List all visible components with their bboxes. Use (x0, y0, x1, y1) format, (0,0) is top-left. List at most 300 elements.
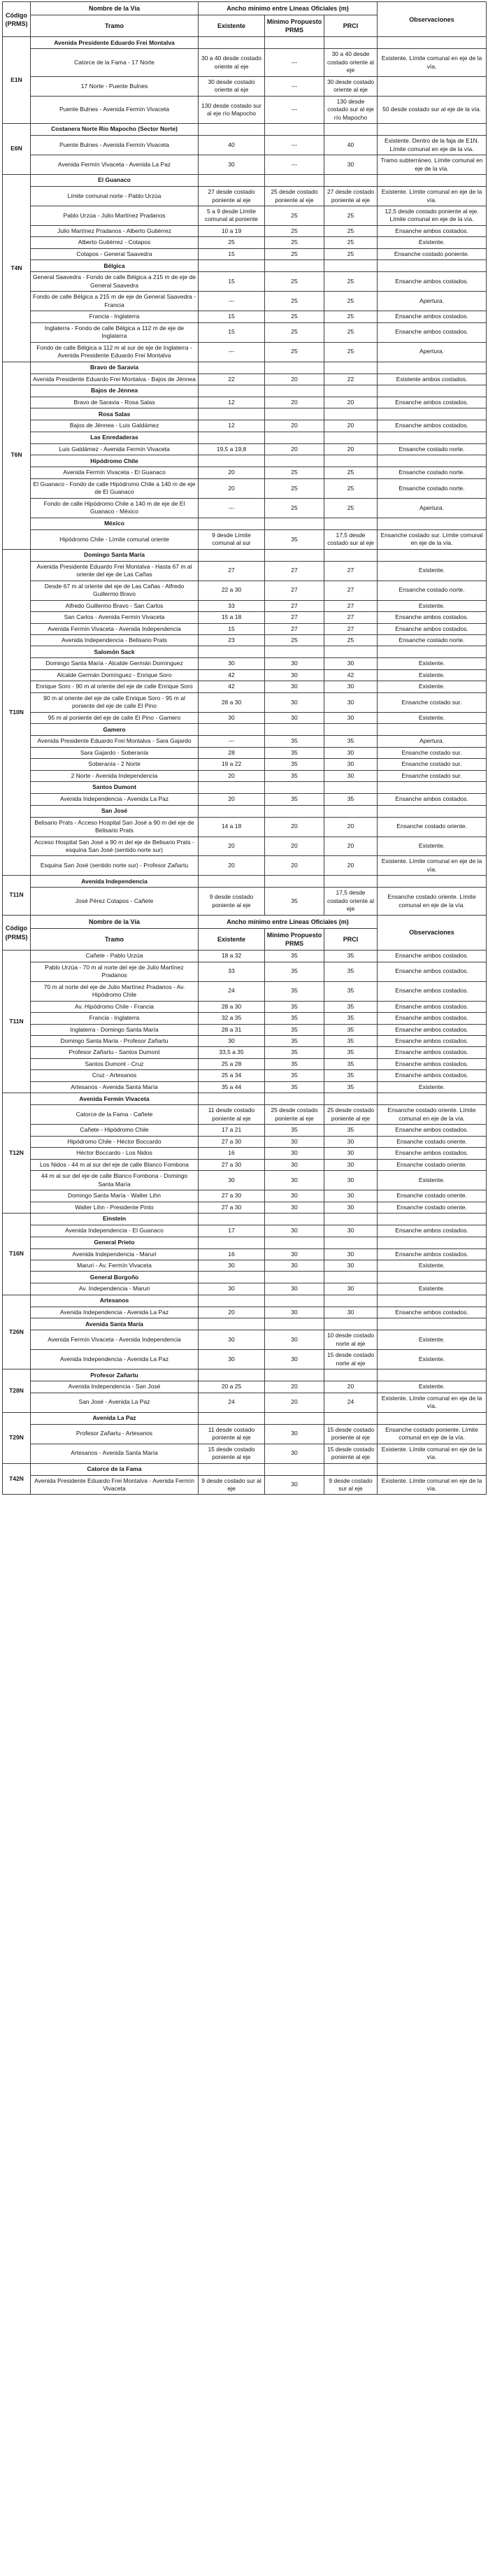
minimo-propuesto-cell: 30 (265, 1424, 324, 1444)
obs-cell: Existente. (378, 1283, 487, 1295)
obs-cell: Ensanche costado norte. (378, 634, 487, 646)
minimo-propuesto-cell: 30 (265, 1307, 324, 1318)
empty-cell (265, 124, 324, 136)
prci-cell: 22 (324, 373, 378, 385)
minimo-propuesto-cell: 30 (265, 1190, 324, 1202)
tramo-row (3, 981, 487, 1001)
existente-cell: 12 (199, 420, 265, 432)
table-header-row (3, 2, 487, 15)
existente-cell: 30 a 40 desde costado oriente al eje (199, 49, 265, 76)
tramo-row (3, 1330, 487, 1350)
tramo-cell: Héctor Boccardo - Los Nidos (31, 1148, 199, 1159)
tramo-cell: Profesor Zañartu - Santos Dumont (31, 1047, 199, 1058)
tramo-row (3, 623, 487, 634)
minimo-propuesto-cell: 30 (265, 681, 324, 692)
prci-cell: 20 (324, 397, 378, 408)
empty-cell (378, 1237, 487, 1248)
existente-cell: 22 a 30 (199, 581, 265, 600)
empty-cell (199, 782, 265, 794)
obs-cell: Ensanche ambos costados. (378, 1024, 487, 1035)
empty-cell (265, 362, 324, 373)
codigo-cell: T12N (3, 1093, 31, 1214)
obs-cell: Existente. (378, 600, 487, 611)
tramo-row (3, 1393, 487, 1412)
empty-cell (378, 1369, 487, 1381)
empty-cell (199, 385, 265, 397)
prci-cell: 35 (324, 981, 378, 1001)
obs-cell: Ensanche ambos costados. (378, 962, 487, 981)
existente-cell: 20 (199, 856, 265, 876)
prci-cell: 35 (324, 1013, 378, 1024)
existente-cell: 16 (199, 1148, 265, 1159)
prci-cell: 35 (324, 1001, 378, 1012)
minimo-propuesto-cell: 20 (265, 856, 324, 876)
tramo-row (3, 817, 487, 837)
prci-cell: 10 desde costado norte al eje (324, 1330, 378, 1350)
prci-cell: 20 (324, 856, 378, 876)
street-name-cell: Santos Dumont (31, 782, 199, 794)
minimo-propuesto-cell: 35 (265, 1024, 324, 1035)
prci-cell: 30 (324, 155, 378, 175)
minimo-propuesto-cell: --- (265, 155, 324, 175)
existente-cell: 28 a 30 (199, 1001, 265, 1012)
prci-cell: 30 (324, 747, 378, 758)
obs-cell: Ensanche ambos costados. (378, 1070, 487, 1081)
prci-cell: 30 (324, 1159, 378, 1170)
empty-cell (324, 1272, 378, 1283)
tramo-cell: 95 m al poniente del eje de calle El Pino - Gamero (31, 712, 199, 723)
empty-cell (199, 1272, 265, 1283)
minimo-propuesto-cell: 20 (265, 817, 324, 837)
empty-cell (265, 782, 324, 794)
tramo-cell: General Saavedra - Fondo de calle Bélgica a 215 m de eje de General Saavedra (31, 272, 199, 292)
prci-cell: 25 (324, 292, 378, 311)
header-minimo-propuesto: Mínimo Propuesto PRMS (265, 928, 324, 950)
empty-cell (265, 549, 324, 561)
tramo-cell: Avenida Independencia - Avenida La Paz (31, 1350, 199, 1369)
existente-cell: 27 (199, 561, 265, 581)
minimo-propuesto-cell: 35 (265, 1013, 324, 1024)
street-name-cell: Bélgica (31, 260, 199, 272)
empty-cell (265, 1463, 324, 1475)
empty-cell (378, 1214, 487, 1225)
prci-cell: 35 (324, 1024, 378, 1035)
prci-cell: 35 (324, 1058, 378, 1069)
street-name-cell: Catorce de la Fama (31, 1463, 199, 1475)
street-name-cell: Salomón Sack (31, 646, 199, 658)
empty-cell (199, 432, 265, 443)
tramo-row (3, 1475, 487, 1495)
obs-cell: Ensanche ambos costados. (378, 1013, 487, 1024)
tramo-cell: Avenida Independencia - Belisario Prats (31, 634, 199, 646)
tramo-cell: Maruri - Av. Fermín Vivaceta (31, 1260, 199, 1271)
empty-cell (265, 1272, 324, 1283)
existente-cell: 28 (199, 747, 265, 758)
empty-cell (324, 408, 378, 420)
existente-cell: 42 (199, 669, 265, 681)
tramo-row (3, 206, 487, 225)
obs-cell: Ensanche costado sur. (378, 759, 487, 770)
obs-cell: Ensanche costado norte. (378, 443, 487, 455)
street-name-cell: Gamero (31, 724, 199, 736)
existente-cell: 20 (199, 478, 265, 498)
header-codigo: Código (PRMS) (3, 915, 31, 950)
prci-cell: 40 (324, 136, 378, 155)
prci-cell: 35 (324, 1036, 378, 1047)
tramo-cell: Límite comunal norte - Pablo Urzúa (31, 187, 199, 206)
street-name-cell: Bajos de Jénnea (31, 385, 199, 397)
tramo-row (3, 1105, 487, 1125)
tramo-row (3, 1148, 487, 1159)
existente-cell: 30 (199, 712, 265, 723)
minimo-propuesto-cell: 25 (265, 272, 324, 292)
minimo-propuesto-cell: --- (265, 76, 324, 96)
street-name-cell: Domingo Santa María (31, 549, 199, 561)
empty-cell (324, 724, 378, 736)
prci-cell: 17,5 desde costado sur al eje (324, 529, 378, 549)
street-row (3, 1093, 487, 1105)
prci-cell: 27 (324, 612, 378, 623)
empty-cell (199, 455, 265, 467)
tramo-cell: Avenida Independencia - Maruri (31, 1248, 199, 1260)
tramo-row (3, 443, 487, 455)
tramo-cell: Puente Bulnes - Avenida Fermín Vivaceta (31, 136, 199, 155)
minimo-propuesto-cell: 30 (265, 1202, 324, 1213)
street-row (3, 646, 487, 658)
minimo-propuesto-cell: 30 (265, 1330, 324, 1350)
existente-cell: 18 a 32 (199, 951, 265, 962)
street-row (3, 260, 487, 272)
tramo-row (3, 612, 487, 623)
existente-cell: 33 (199, 962, 265, 981)
empty-cell (324, 1237, 378, 1248)
empty-cell (324, 1093, 378, 1105)
prci-cell: 25 (324, 322, 378, 342)
tramo-row (3, 794, 487, 805)
empty-cell (378, 549, 487, 561)
tramo-row (3, 292, 487, 311)
minimo-propuesto-cell: 35 (265, 770, 324, 781)
codigo-cell: T6N (3, 362, 31, 549)
obs-cell: Existente. (378, 681, 487, 692)
empty-cell (378, 1295, 487, 1307)
prci-cell: 20 (324, 1381, 378, 1393)
street-row (3, 782, 487, 794)
minimo-propuesto-cell: 30 (265, 1444, 324, 1463)
minimo-propuesto-cell: 30 (265, 1350, 324, 1369)
tramo-cell: Catorce de la Fama - Cañete (31, 1105, 199, 1125)
tramo-row (3, 856, 487, 876)
tramo-row (3, 770, 487, 781)
empty-cell (324, 455, 378, 467)
existente-cell: 25 (199, 237, 265, 248)
existente-cell: --- (199, 498, 265, 518)
tramo-row (3, 225, 487, 236)
street-name-cell: Avenida La Paz (31, 1412, 199, 1424)
minimo-propuesto-cell: 25 (265, 248, 324, 259)
street-row (3, 37, 487, 49)
empty-cell (324, 782, 378, 794)
tramo-cell: Desde 67 m al oriente del eje de Las Cañas - Alfredo Guillermo Bravo (31, 581, 199, 600)
obs-cell: Existente. (378, 837, 487, 856)
minimo-propuesto-cell: 35 (265, 1125, 324, 1136)
prci-cell: 30 (324, 1171, 378, 1190)
tramo-cell: Santos Dumont - Cruz (31, 1058, 199, 1069)
empty-cell (378, 646, 487, 658)
prci-cell: 30 (324, 770, 378, 781)
obs-cell: Ensanche ambos costados. (378, 981, 487, 1001)
existente-cell: 20 (199, 794, 265, 805)
codigo-cell: T11N (3, 876, 31, 915)
obs-cell: Ensanche ambos costados. (378, 397, 487, 408)
tramo-cell: Avenida Independencia - El Guanaco (31, 1225, 199, 1237)
existente-cell: 33 (199, 600, 265, 611)
prci-cell: 27 (324, 623, 378, 634)
prci-cell: 25 (324, 634, 378, 646)
minimo-propuesto-cell: 25 (265, 498, 324, 518)
minimo-propuesto-cell: 35 (265, 794, 324, 805)
street-name-cell: México (31, 518, 199, 529)
tramo-cell: Luis Galdámez - Avenida Fermín Vivaceta (31, 443, 199, 455)
minimo-propuesto-cell: 27 (265, 612, 324, 623)
street-name-cell: Bravo de Saravia (31, 362, 199, 373)
empty-cell (265, 1369, 324, 1381)
tramo-row (3, 962, 487, 981)
prci-cell: 30 desde costado oriente al eje (324, 76, 378, 96)
minimo-propuesto-cell: 25 (265, 206, 324, 225)
minimo-propuesto-cell: 27 (265, 623, 324, 634)
tramo-cell: Avenida Presidente Eduardo Frei Montalva - Hasta 67 m al oriente del eje de Las Cañas (31, 561, 199, 581)
tramo-row (3, 681, 487, 692)
tramo-cell: Artesanos - Avenida Santa María (31, 1444, 199, 1463)
prci-cell: 30 (324, 1307, 378, 1318)
tramo-cell: Fondo de calle Bélgica a 112 m al sur de eje de Inglaterra - Avenida Presidente Eduardo Frei Montalva (31, 342, 199, 362)
minimo-propuesto-cell: 30 (265, 712, 324, 723)
existente-cell: 30 (199, 1036, 265, 1047)
street-name-cell: Rosa Salas (31, 408, 199, 420)
empty-cell (265, 1295, 324, 1307)
codigo-cell: T4N (3, 175, 31, 362)
tramo-cell: El Guanaco - Fondo de calle Hipódromo Chile a 140 m de eje de El Guanaco (31, 478, 199, 498)
minimo-propuesto-cell: 30 (265, 1248, 324, 1260)
existente-cell: 10 a 19 (199, 225, 265, 236)
empty-cell (324, 805, 378, 817)
minimo-propuesto-cell: 35 (265, 759, 324, 770)
tramo-cell: Enrique Soro - 90 m al oriente del eje de calle Enrique Soro (31, 681, 199, 692)
street-name-cell: Einstein (31, 1214, 199, 1225)
tramo-cell: Francia - Inglaterra (31, 311, 199, 322)
street-row (3, 1412, 487, 1424)
existente-cell: 19,5 a 19,8 (199, 443, 265, 455)
existente-cell: 32 a 35 (199, 1013, 265, 1024)
obs-cell: Ensanche ambos costados. (378, 1036, 487, 1047)
obs-cell: Existente. (378, 561, 487, 581)
empty-cell (324, 385, 378, 397)
tramo-row (3, 1036, 487, 1047)
tramo-row (3, 561, 487, 581)
minimo-propuesto-cell: 25 (265, 478, 324, 498)
minimo-propuesto-cell: 25 (265, 237, 324, 248)
tramo-row (3, 669, 487, 681)
tramo-cell: Esquina San José (sentido norte sur) - Profesor Zañartu (31, 856, 199, 876)
obs-cell: Ensanche costado sur. Límite comunal en eje de la vía. (378, 529, 487, 549)
tramo-cell: Alfredo Guillermo Bravo - San Carlos (31, 600, 199, 611)
minimo-propuesto-cell: 35 (265, 1047, 324, 1058)
existente-cell: 30 (199, 1260, 265, 1271)
tramo-cell: Julio Martínez Pradanos - Alberto Gutiérrez (31, 225, 199, 236)
existente-cell: 20 (199, 770, 265, 781)
tramo-cell: Hipódromo Chile - Límite comunal oriente (31, 529, 199, 549)
prci-cell: 25 (324, 225, 378, 236)
tramo-row (3, 692, 487, 712)
empty-cell (265, 1214, 324, 1225)
existente-cell: 15 (199, 311, 265, 322)
tramo-row (3, 1444, 487, 1463)
tramo-cell: Avenida Independencia - Avenida La Paz (31, 794, 199, 805)
minimo-propuesto-cell: 27 (265, 581, 324, 600)
prci-cell: 30 (324, 692, 378, 712)
minimo-propuesto-cell: 25 (265, 634, 324, 646)
minimo-propuesto-cell: 30 (265, 1475, 324, 1495)
obs-cell: Existente. (378, 658, 487, 669)
codigo-cell: T42N (3, 1463, 31, 1495)
prci-cell: 42 (324, 669, 378, 681)
tramo-row (3, 96, 487, 123)
obs-cell: Ensanche ambos costados. (378, 1058, 487, 1069)
tramo-cell: 70 m al norte del eje de Julio Martínez Pradanos - Av. Hipódromo Chile (31, 981, 199, 1001)
existente-cell: 9 desde costado sur al eje (199, 1475, 265, 1495)
empty-cell (265, 175, 324, 187)
tramo-row (3, 888, 487, 915)
tramo-row (3, 1013, 487, 1024)
header-observaciones: Observaciones (378, 915, 487, 950)
codigo-cell: T29N (3, 1412, 31, 1463)
minimo-propuesto-cell: 20 (265, 1393, 324, 1412)
existente-cell: --- (199, 292, 265, 311)
existente-cell: 27 a 30 (199, 1190, 265, 1202)
empty-cell (378, 175, 487, 187)
obs-cell: Existente. Límite comunal en eje de la vía. (378, 856, 487, 876)
obs-cell: Ensanche ambos costados. (378, 1225, 487, 1237)
tramo-row (3, 498, 487, 518)
existente-cell: 30 desde costado oriente al eje (199, 76, 265, 96)
street-row (3, 362, 487, 373)
prci-cell: 35 (324, 1125, 378, 1136)
existente-cell: 5 a 9 desde Límite comunal al poniente (199, 206, 265, 225)
obs-cell: Ensanche ambos costados. (378, 951, 487, 962)
tramo-cell: Domingo Santa María - Profesor Zañartu (31, 1036, 199, 1047)
street-name-cell: Avenida Independencia (31, 876, 199, 888)
street-row (3, 518, 487, 529)
empty-cell (199, 1318, 265, 1330)
obs-cell: Ensanche ambos costados. (378, 623, 487, 634)
existente-cell: 40 (199, 136, 265, 155)
empty-cell (378, 37, 487, 49)
tramo-cell: Avenida Presidente Eduardo Frei Montalva - Sara Gajardo (31, 736, 199, 747)
empty-cell (199, 724, 265, 736)
tramo-cell: Fondo de calle Bélgica a 215 m de eje de General Saavedra - Francia (31, 292, 199, 311)
empty-cell (265, 1318, 324, 1330)
tramo-row (3, 581, 487, 600)
empty-cell (199, 1295, 265, 1307)
codigo-cell: T26N (3, 1295, 31, 1369)
minimo-propuesto-cell: 35 (265, 951, 324, 962)
prci-cell: 30 (324, 1136, 378, 1147)
empty-cell (324, 549, 378, 561)
street-name-cell: Hipódromo Chile (31, 455, 199, 467)
empty-cell (199, 876, 265, 888)
tramo-cell: Domingo Santa María - Alcalde Germán Domínguez (31, 658, 199, 669)
minimo-propuesto-cell: --- (265, 96, 324, 123)
tramo-row (3, 420, 487, 432)
tramo-cell: Bravo de Saravia - Rosa Salas (31, 397, 199, 408)
empty-cell (199, 1214, 265, 1225)
prci-cell: 25 (324, 248, 378, 259)
existente-cell: 9 desde Límite comunal al sur (199, 529, 265, 549)
minimo-propuesto-cell: 25 (265, 292, 324, 311)
header-prci: PRCI (324, 928, 378, 950)
minimo-propuesto-cell: 30 (265, 1171, 324, 1190)
empty-cell (378, 782, 487, 794)
prci-cell: 25 (324, 342, 378, 362)
tramo-row (3, 1024, 487, 1035)
empty-cell (199, 1369, 265, 1381)
prci-cell: 35 (324, 794, 378, 805)
obs-cell: Existente. Límite comunal en eje de la vía. (378, 1393, 487, 1412)
prci-cell: 30 (324, 681, 378, 692)
obs-cell: Ensanche costado norte. (378, 467, 487, 478)
minimo-propuesto-cell: 25 (265, 225, 324, 236)
prci-cell: 25 (324, 311, 378, 322)
minimo-propuesto-cell: 30 (265, 1148, 324, 1159)
tramo-cell: Profesor Zañartu - Artesanos (31, 1424, 199, 1444)
empty-cell (378, 1093, 487, 1105)
existente-cell: 12 (199, 397, 265, 408)
obs-cell: Ensanche costado oriente. (378, 1202, 487, 1213)
tramo-row (3, 1159, 487, 1170)
obs-cell: Ensanche costado oriente. (378, 1190, 487, 1202)
codigo-cell: E6N (3, 124, 31, 175)
tramo-row (3, 76, 487, 96)
empty-cell (378, 1318, 487, 1330)
prci-cell: 25 (324, 272, 378, 292)
obs-cell: Existente. (378, 712, 487, 723)
street-row (3, 876, 487, 888)
prci-cell: 20 (324, 443, 378, 455)
empty-cell (199, 1237, 265, 1248)
minimo-propuesto-cell: 35 (265, 981, 324, 1001)
minimo-propuesto-cell: 30 (265, 1136, 324, 1147)
empty-cell (265, 805, 324, 817)
tramo-row (3, 272, 487, 292)
obs-cell: Tramo subterráneo. Límite comunal en eje de la vía. (378, 155, 487, 175)
existente-cell: 27 a 30 (199, 1202, 265, 1213)
empty-cell (199, 175, 265, 187)
street-row (3, 124, 487, 136)
existente-cell: 22 (199, 373, 265, 385)
obs-cell: Apertura. (378, 498, 487, 518)
prci-cell: 30 (324, 1148, 378, 1159)
codigo-cell: T11N (3, 951, 31, 1093)
street-row (3, 1214, 487, 1225)
obs-cell: Existente ambos costados. (378, 373, 487, 385)
tramo-cell: Avenida Fermín Vivaceta - El Guanaco (31, 467, 199, 478)
obs-cell: Apertura. (378, 736, 487, 747)
obs-cell: 12,5 desde costado poniente al eje. Límite comunal en eje de la vía. (378, 206, 487, 225)
minimo-propuesto-cell: 35 (265, 888, 324, 915)
prci-cell: 30 (324, 1225, 378, 1237)
existente-cell: --- (199, 342, 265, 362)
